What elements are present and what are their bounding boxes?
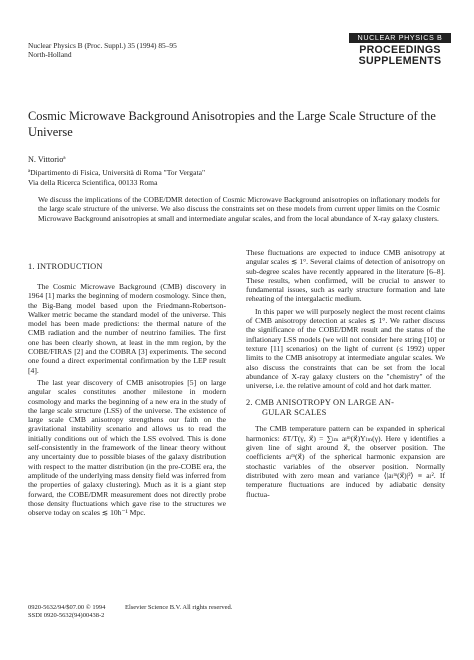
journal-citation	[28, 41, 177, 59]
section-heading-cmb-anisotropy	[246, 398, 445, 418]
paragraph: The Cosmic Microwave Background (CMB) discovery in 1964 [1] marks the beginning of modern cosmology. Since then, the Big-Bang model based upon the Friedmann-Robertson-Walker metric became the standard model of the universe. This model has been made predictions: the thermal nature of the CMB radiation and the number of neutrino families. The first one has been clearly shown, at least in the mm region, by the COBE/FIRAS [2] and the COBRA [3] experiments. The second one found a direct experimental confirmation by the LEP result [4].	[28, 282, 226, 375]
affiliation-line-2: Via della Ricerca Scientifica, 00133 Roma	[28, 178, 158, 187]
affiliation	[28, 168, 205, 188]
left-column	[28, 262, 226, 520]
issn-code: 0920-5632/94/$07.00 © 1994	[28, 604, 106, 611]
logo-line-1: PROCEEDINGS	[359, 44, 441, 56]
author: N. Vittorioª	[28, 155, 66, 164]
paragraph: In this paper we will purposely neglect the most recent claims of CMB anisotropy detection at scales ≲ 1°. We rather discuss the significance of the COBE/DMR result and the status of the inflationary LSS models (we will not consider here string [10] or texture [11] scenarios) on the light of current (≤ 1992) upper limits to the CMB anisotropy at intermediate angular scales. We also discuss the constraints that can be set from the local abundance of X-ray galaxy clusters on the "chemistry" of the universe, i.e. the relative amount of cold and hot dark matter.	[246, 306, 445, 391]
right-column	[246, 248, 445, 502]
paragraph: The CMB temperature pattern can be expanded in spherical harmonics: δT/T(γ, x⃗) = ∑ₗₘ aₗᵐ(x⃗)Yₗₘ(γ). Here γ identifies a given line of sight around x⃗, the observer position. The coefficients aₗᵐ(x⃗) of the spherical harmonic expansion are stochastic variables of the observer position. Normally distributed with zero mean and variance ⟨|aₗᵐ(x⃗)|²⟩ ≡ aₗ². If temperature fluctuations are induced by adiabatic density fluctua-	[246, 424, 445, 499]
publisher-line: North-Holland	[28, 50, 72, 60]
abstract: We discuss the implications of the COBE/DMR detection of Cosmic Microwave Background anisotropies on inflationary models for the large scale structure of the universe. We also discuss the constraints set on these models from current upper limits on the Cosmic Microwave Background anisotropies at small and intermediate angular scales, and from the local abundance of X-ray galaxy clusters.	[38, 195, 440, 223]
footer	[28, 604, 250, 620]
journal-logo	[349, 33, 451, 70]
copyright-notice: Elsevier Science B.V. All rights reserved.	[124, 604, 233, 611]
paragraph: These fluctuations are expected to induce CMB anisotropy at angular scales ≲ 1°. Several claims of detection of anisotropy on sub-degree scales have recently appeared in the literature [6–8]. These results, when confirmed, will be crucial to answer to fundamental issues, such as early structure formation and late reheating of the intergalactic medium.	[246, 248, 445, 304]
ssdi-code: SSDI 0920-5632(94)00438-2	[28, 612, 105, 619]
paragraph: The last year discovery of CMB anisotropies [5] on large angular scales constitutes another milestone in modern cosmology and marks the beginning of a new era in the study of the large scale structure (LSS) of the universe. The existence of large scale CMB anisotropy strengthens our faith on the gravitational instability scenario and allows us to read the initially conditions out of which the LSS evolved. This is done self-consistently in the framework of the linear theory without any uncertainty due to possible biases of the galaxy distribution with respect to the matter distribution (in the pre-COBE era, the amplitude of the underlying mass density field was inferred from the properties of galaxy clustering). Much as it is a giant step forward, the COBE/DMR measurement does not directly probe those density fluctuations which gave rise to the structures we observe today on scales ≲ 10h⁻¹ Mpc.	[28, 377, 226, 518]
affiliation-line-1: ªDipartimento di Fisica, Università di Roma "Tor Vergata"	[28, 168, 206, 177]
section-heading-line: GULAR SCALES	[262, 408, 327, 418]
paper-title: Cosmic Microwave Background Anisotropies and the Large Scale Structure of the Universe	[28, 109, 436, 139]
section-heading-introduction: 1. INTRODUCTION	[28, 262, 103, 271]
logo-top-bar: NUCLEAR PHYSICS B	[349, 33, 451, 43]
journal-line: Nuclear Physics B (Proc. Suppl.) 35 (1994) 85–95	[28, 41, 177, 50]
logo-line-2: SUPPLEMENTS	[358, 55, 442, 68]
section-heading-line: 2. CMB ANISOTROPY ON LARGE AN-	[246, 398, 395, 408]
